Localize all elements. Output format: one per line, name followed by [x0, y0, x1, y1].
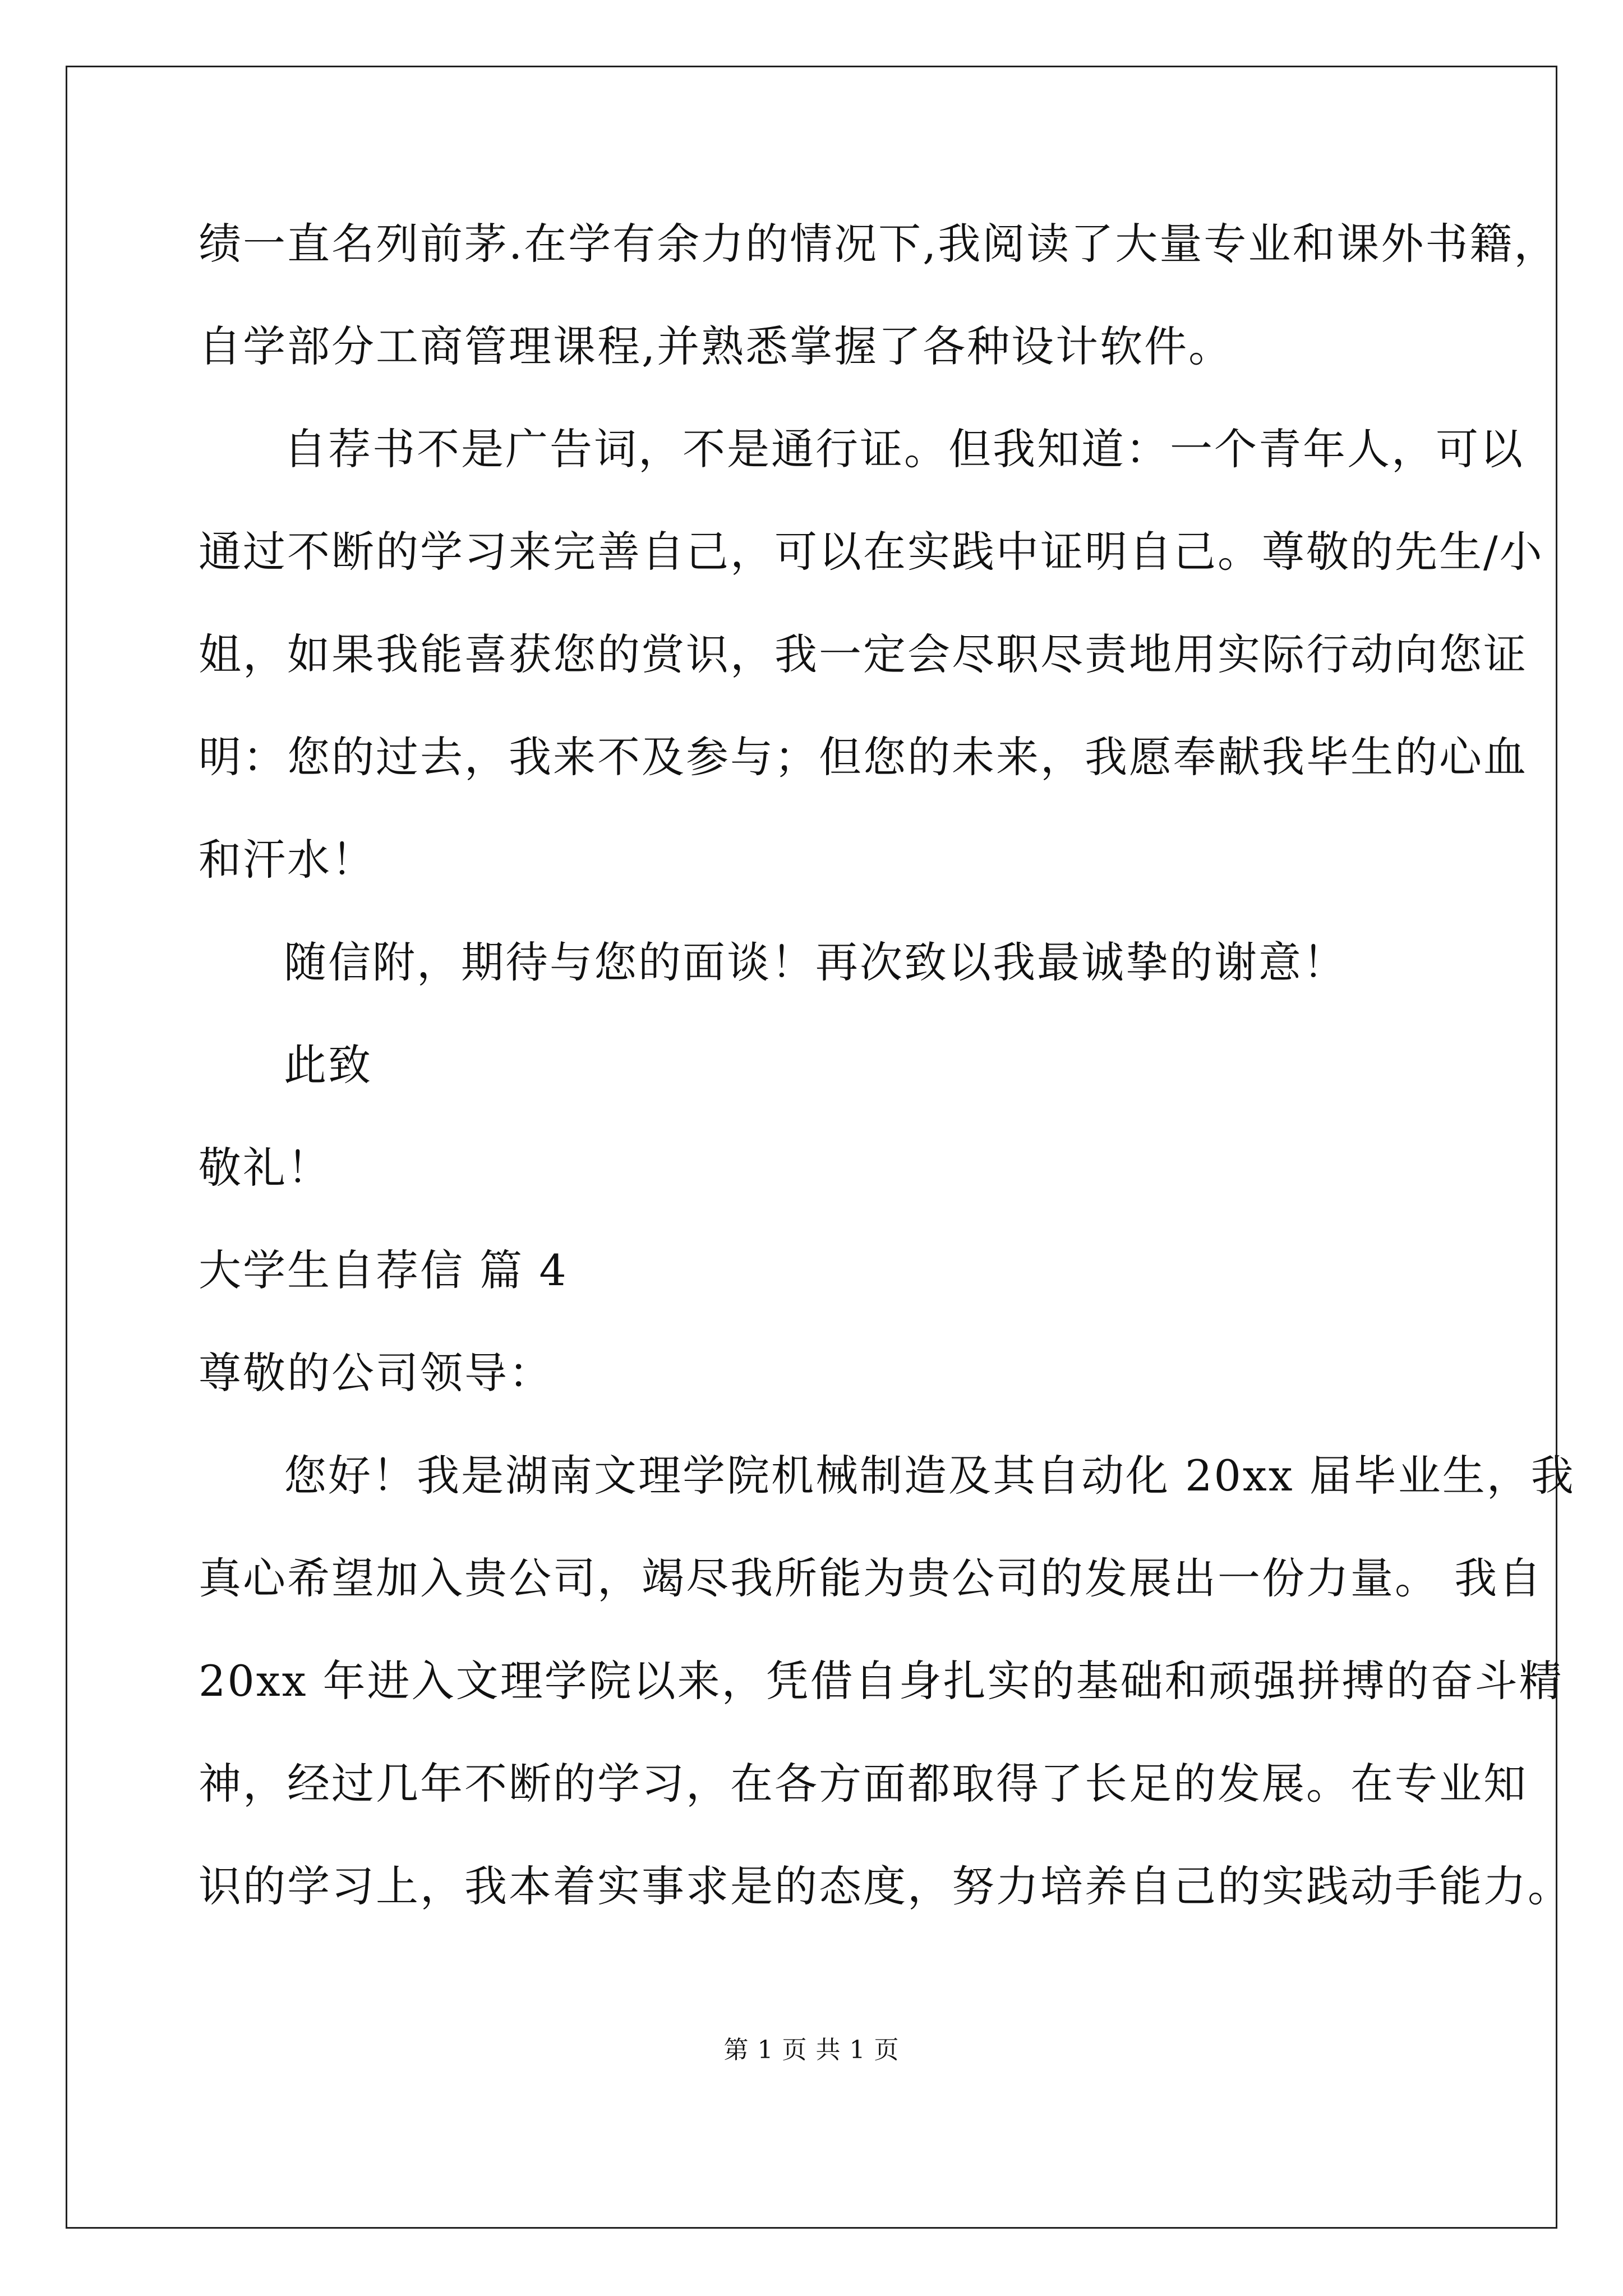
paragraph-start-line: 您好！我是湖南文理学院机械制造及其自动化 20xx 届毕业生，我: [284, 1451, 1575, 1501]
greeting-line: 尊敬的公司领导：: [199, 1348, 553, 1398]
body-line: 和汗水！: [199, 835, 376, 885]
closing-line: 随信附，期待与您的面谈！再次致以我最诚挚的谢意！: [284, 937, 1347, 987]
body-line: 自学部分工商管理课程,并熟悉掌握了各种设计软件。: [199, 321, 1233, 371]
salutation-closing: 此致: [284, 1040, 372, 1090]
body-line: 绩一直名列前茅.在学有余力的情况下,我阅读了大量专业和课外书籍，: [199, 219, 1559, 269]
salutation-regards: 敬礼！: [199, 1143, 331, 1193]
page-number-footer: 第 1 页 共 1 页: [723, 2036, 900, 2064]
paragraph-start-line: 自荐书不是广告词，不是通行证。但我知道：一个青年人，可以: [284, 424, 1524, 474]
body-line: 神，经过几年不断的学习，在各方面都取得了长足的发展。在专业知: [199, 1759, 1528, 1809]
section-heading: 大学生自荐信 篇 4: [199, 1245, 568, 1295]
body-line: 20xx 年进入文理学院以来，凭借自身扎实的基础和顽强拼搏的奋斗精: [199, 1656, 1564, 1706]
body-line: 真心希望加入贵公司，竭尽我所能为贵公司的发展出一份力量。 我自: [199, 1553, 1543, 1603]
body-line: 明：您的过去，我来不及参与；但您的未来，我愿奉献我毕生的心血: [199, 732, 1528, 782]
body-line: 姐，如果我能喜获您的赏识，我一定会尽职尽责地用实际行动向您证: [199, 629, 1528, 679]
body-line: 识的学习上，我本着实事求是的态度，努力培养自己的实践动手能力。: [199, 1861, 1572, 1911]
body-line: 通过不断的学习来完善自己，可以在实践中证明自己。尊敬的先生/小: [199, 527, 1544, 577]
document-body: [199, 219, 1575, 1964]
